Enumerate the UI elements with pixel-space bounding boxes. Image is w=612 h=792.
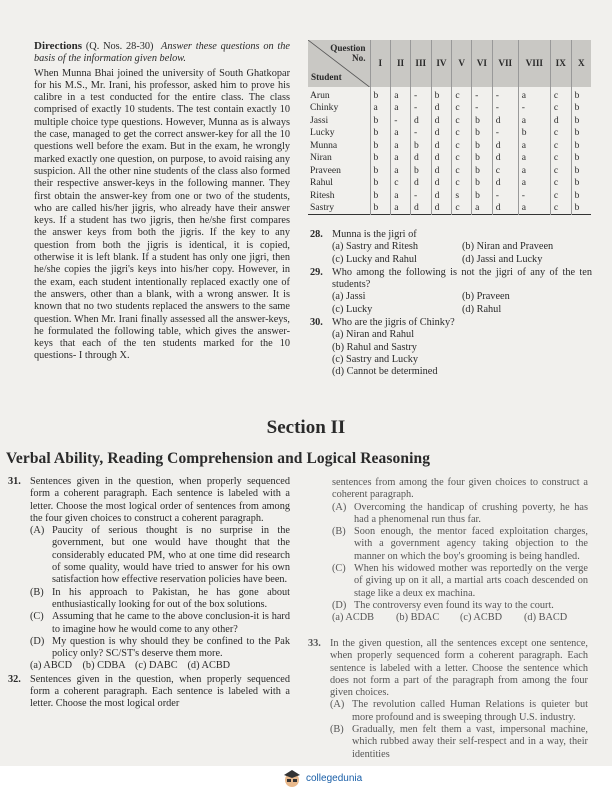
answer-cell: - — [391, 115, 411, 128]
answer-cell: a — [518, 165, 550, 178]
answer-cell: - — [410, 127, 431, 140]
answer-cell: - — [518, 102, 550, 115]
answer-cell: d — [410, 115, 431, 128]
answer-cell: a — [391, 190, 411, 203]
column-header: III — [410, 40, 431, 87]
option-a[interactable]: (a) ACDB — [332, 612, 375, 624]
answer-cell: a — [391, 140, 411, 153]
answer-cell: b — [370, 115, 391, 128]
answer-cell: b — [571, 165, 591, 178]
answer-cell: a — [518, 177, 550, 190]
answer-cell: c — [452, 152, 472, 165]
answer-cell: c — [550, 102, 571, 115]
answer-cell: d — [431, 202, 452, 215]
option-b[interactable]: (b) Niran and Praveen — [462, 241, 554, 253]
question-30: 30. Who are the jigris of Chinky? (a) Niran and Rahul (b) Rahul and Sastry (c) Sastry and Lucky (d) Cannot be determined — [310, 317, 592, 378]
table-row — [308, 115, 591, 128]
question-29: 29. Who among the following is not the jigri of any of the ten students? (a) Jassi (b) Praveen (c) Lucky (d) Rahul — [310, 266, 592, 315]
directions-block — [34, 40, 290, 363]
answer-cell: a — [518, 152, 550, 165]
answer-cell: b — [472, 127, 493, 140]
answer-cell: b — [410, 165, 431, 178]
answer-cell: d — [410, 202, 431, 215]
column-header: II — [391, 40, 411, 87]
option-b[interactable]: (b) Praveen — [462, 291, 510, 303]
question-32-continued: sentences from among the four given choices to construct a coherent paragraph. (A) Overcoming the handicap of crushing poverty, he has had a phenomenal run thus far. (B) Soon enough, the mentor faced exploitation charges, with a government agency taking objection to the manner on which the boy's grooming is being handled. (C) When his widowed mother was reportedly on the verge of giving up on it all, a martial arts coach descended on stage like a deux ex machina. (D) The controversy even found its way to the court. (a) ACDB (b) BDAC (c) ACBD (d) BACD — [332, 477, 588, 624]
answer-cell: c — [492, 165, 518, 178]
answer-cell: d — [492, 140, 518, 153]
option-c[interactable]: (c) ACBD — [460, 612, 503, 624]
answer-cell: d — [431, 165, 452, 178]
answer-cell: b — [410, 140, 431, 153]
answer-cell: a — [518, 115, 550, 128]
student-name: Munna — [310, 139, 338, 151]
answer-cell: - — [472, 102, 493, 115]
answer-cell: c — [452, 202, 472, 215]
table-row — [308, 127, 591, 140]
answer-cell: - — [410, 102, 431, 115]
answer-cell: b — [571, 140, 591, 153]
column-header: VII — [492, 40, 518, 87]
option-b[interactable]: (b) BDAC — [396, 612, 440, 624]
answer-cell: - — [518, 190, 550, 203]
student-name: Jassi — [310, 114, 329, 126]
table-row — [308, 190, 591, 203]
answer-cell: b — [370, 140, 391, 153]
answer-cell: d — [431, 102, 452, 115]
answer-cell: b — [571, 152, 591, 165]
student-name: Niran — [310, 152, 332, 164]
answer-cell: c — [550, 140, 571, 153]
table-row — [308, 152, 591, 165]
column-header: X — [571, 40, 591, 87]
student-name: Chinky — [310, 102, 339, 114]
table-row — [308, 177, 591, 190]
column-header: VI — [472, 40, 493, 87]
option-b[interactable]: (b) CDBA — [82, 660, 126, 672]
answer-cell: c — [550, 87, 571, 102]
answer-cell: c — [452, 115, 472, 128]
answer-cell: b — [472, 190, 493, 203]
passage: When Munna Bhai joined the university of South Ghatkopar for his M.S., Mr. Irani, his professor, asked him to prove his calibre in a test conducted for the entire class. The class comprised of exactly 10 students. The test contain exactly 10 multiple choice type questions. However, Munna as is always the case, managed to get the correct answer-key for all the 10 questions well before the exam. But in the exam, he wrongly marked exactly one question, on purpose, to avoid raising any suspicion. All the other nine students of the class also formed their respective answer-keys in the following manner. They first obtain the answer-key from one or two of the students, who are called his/her jigris, who already have their answer keys. If a student has two jigris, then he/she first compares the answer keys from both the jigris. If the key to any question from both the jigris is identical, it is copied, otherwise it is left blank. If a student has only one jigri, then he/she copies the jigri's keys into his/her copy. However, in the exam, each student intentionally replaced exactly one of the answers, other than a blank, with a wrong answer. It is known that no two students replaced the answers to the same question. When Mr. Irani finally assessed all the answer-keys, he formulated the following table, which gives the answer-keys that each of the ten students marked for the 10 questions- I through X. — [34, 67, 290, 362]
column-header: V — [452, 40, 472, 87]
option-d[interactable]: (d) ACBD — [187, 660, 231, 672]
answer-cell: b — [472, 140, 493, 153]
answer-cell: d — [431, 177, 452, 190]
column-header: IV — [431, 40, 452, 87]
questions-28-30 — [310, 229, 592, 379]
answer-cell: b — [518, 127, 550, 140]
answer-cell: c — [452, 127, 472, 140]
table-header-row — [308, 40, 591, 87]
collegedunia-logo: collegedunia — [282, 768, 362, 790]
column-header: I — [370, 40, 391, 87]
directions: Directions (Q. Nos. 28-30) Answer these questions on the basis of the information given below. — [34, 40, 290, 65]
option-c[interactable]: (c) Lucky and Rahul — [332, 253, 417, 265]
option-a[interactable]: (a) Jassi — [332, 291, 366, 303]
answer-cell: b — [431, 87, 452, 102]
option-d[interactable]: (d) BACD — [524, 612, 568, 624]
answer-cell: d — [431, 127, 452, 140]
answer-cell: s — [452, 190, 472, 203]
answer-cell: b — [370, 202, 391, 215]
answer-cell: - — [492, 127, 518, 140]
student-name: Rahul — [310, 177, 333, 189]
corner-header: Question No. Student — [308, 40, 370, 87]
option-a[interactable]: (a) Sastry and Ritesh — [332, 241, 419, 253]
answer-cell: b — [370, 87, 391, 102]
column-header: IX — [550, 40, 571, 87]
answer-cell: c — [550, 177, 571, 190]
answer-cell: b — [571, 190, 591, 203]
student-name: Lucky — [310, 127, 335, 139]
answer-cell: b — [571, 102, 591, 115]
student-name: Praveen — [310, 164, 341, 176]
answer-cell: - — [492, 87, 518, 102]
table-row — [308, 102, 591, 115]
option-a[interactable]: (a) ABCD — [30, 660, 73, 672]
answer-cell: d — [492, 152, 518, 165]
answer-cell: b — [370, 177, 391, 190]
answer-key-table — [308, 40, 591, 215]
answer-cell: d — [492, 115, 518, 128]
table-row — [308, 202, 591, 215]
answer-cell: - — [492, 190, 518, 203]
answer-cell: - — [472, 87, 493, 102]
answer-cell: b — [571, 87, 591, 102]
student-name: Arun — [310, 90, 330, 101]
answer-cell: c — [452, 87, 472, 102]
answer-cell: a — [391, 102, 411, 115]
answer-cell: b — [472, 165, 493, 178]
option-d[interactable]: (d) Rahul — [462, 303, 502, 315]
answer-cell: - — [410, 190, 431, 203]
answer-cell: - — [492, 102, 518, 115]
answer-cell: d — [431, 140, 452, 153]
answer-cell: c — [452, 140, 472, 153]
question-31: 31. Sentences given in the question, when properly sequenced form a coherent paragraph. Each sentence is labeled with a letter. Choose the most logical order of sentences from among the four given choices to construct a coherent paragraph. (A) Paucity of serious thought is no surprise in the government, but one would have thought that the considerably educated PM, who at one time did research of some quality, would have tried to answer for his own satisfaction how effective reservation policies have been. (B) In his approach to Pakistan, he has gone about enthusiastically looking for out of the box solutions. (C) Assuming that he came to the above conclusion-it is hard to imagine how he would come to any other? (D) My question is why should they be confined to the Pak policy only? SC/ST's deserve them more. (a) ABCD (b) CDBA (c) DABC (d) ACBD 32. Sentences given in the question, when properly sequenced form a coherent paragraph. Each sentence is labeled with a letter. Choose the most logical order — [8, 476, 290, 710]
option-d[interactable]: (d) Jassi and Lucky — [462, 253, 543, 265]
answer-cell: c — [550, 127, 571, 140]
answer-cell: a — [518, 140, 550, 153]
option-c[interactable]: (c) Sastry and Lucky — [332, 353, 419, 365]
answer-cell: b — [571, 127, 591, 140]
question-33: 33. In the given question, all the sentences except one sentence, when properly sequenced form a coherent paragraph. Each sentence is labeled with a letter. Choose the sentence which does not form a part of the paragraph from among the four given choices. (A) The revolution called Human Relations is quieter but more profound and is sweeping through U.S. industry. (B) Gradually, men felt them a vast, impersonal machine, which rubbed away their self-respect and in a way, their identities — [308, 638, 588, 760]
answer-cell: b — [571, 202, 591, 215]
answer-cell: c — [550, 165, 571, 178]
question-28: 28. Munna is the jigri of (a) Sastry and Ritesh (b) Niran and Praveen (c) Lucky and Rahul (d) Jassi and Lucky — [310, 229, 592, 266]
table-row — [308, 87, 591, 102]
answer-cell: d — [550, 115, 571, 128]
option-b[interactable]: (b) Rahul and Sastry — [332, 341, 417, 353]
answer-cell: c — [550, 202, 571, 215]
option-d[interactable]: (d) Cannot be determined — [332, 366, 438, 378]
section-subtitle: Verbal Ability, Reading Comprehension and Logical Reasoning — [6, 450, 431, 467]
option-c[interactable]: (c) DABC — [135, 660, 178, 672]
answer-cell: d — [410, 177, 431, 190]
answer-cell: c — [452, 177, 472, 190]
answer-cell: d — [431, 152, 452, 165]
column-header: VIII — [518, 40, 550, 87]
student-name: Sastry — [310, 202, 334, 213]
answer-cell: - — [410, 87, 431, 102]
answer-cell: d — [492, 202, 518, 215]
answer-cell: d — [410, 152, 431, 165]
answer-cell: b — [472, 177, 493, 190]
answer-cell: b — [370, 152, 391, 165]
answer-cell: a — [391, 152, 411, 165]
answer-cell: b — [472, 152, 493, 165]
answer-cell: d — [431, 115, 452, 128]
answer-cell: b — [370, 165, 391, 178]
answer-cell: a — [391, 87, 411, 102]
answer-cell: a — [370, 102, 391, 115]
mascot-icon — [282, 768, 302, 790]
answer-cell: a — [391, 127, 411, 140]
answer-cell: b — [571, 115, 591, 128]
answer-cell: d — [431, 190, 452, 203]
answer-cell: c — [550, 152, 571, 165]
table-row — [308, 165, 591, 178]
answer-cell: c — [452, 165, 472, 178]
answer-cell: c — [452, 102, 472, 115]
answer-cell: b — [472, 115, 493, 128]
answer-cell: a — [391, 202, 411, 215]
answer-cell: b — [571, 177, 591, 190]
answer-cell: b — [370, 190, 391, 203]
section-title: Section II — [266, 417, 346, 438]
answer-cell: a — [518, 202, 550, 215]
answer-cell: a — [391, 165, 411, 178]
option-a[interactable]: (a) Niran and Rahul — [332, 329, 415, 341]
table-row — [308, 140, 591, 153]
student-name: Ritesh — [310, 189, 335, 201]
answer-cell: d — [492, 177, 518, 190]
answer-cell: c — [550, 190, 571, 203]
answer-cell: a — [472, 202, 493, 215]
answer-cell: c — [391, 177, 411, 190]
option-c[interactable]: (c) Lucky — [332, 303, 373, 315]
answer-cell: b — [370, 127, 391, 140]
answer-cell: a — [518, 87, 550, 102]
